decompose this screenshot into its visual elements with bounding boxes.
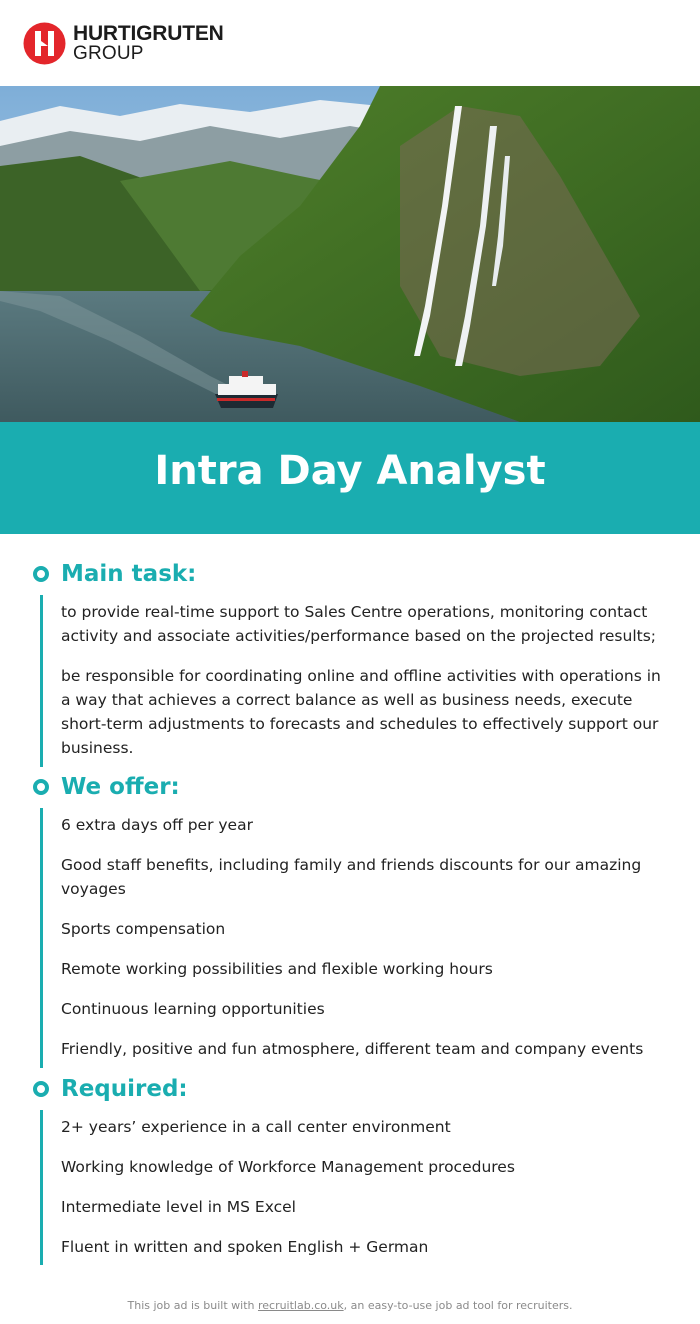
footer [0,1298,700,1314]
section-title: We offer: [61,774,180,800]
list-item: Sports compensation [61,920,226,938]
section-main-task [0,559,700,767]
fjord-waterfall-ship-photo [0,86,700,422]
list-item: Intermediate level in MS Excel [61,1198,296,1216]
section-title: Main task: [61,561,197,587]
recruitlab-link[interactable]: recruitlab.co.uk [257,1299,344,1312]
job-title: Intra Day Analyst [154,448,546,494]
section-required [0,1074,700,1265]
section-header [0,559,700,589]
section-header [0,1074,700,1104]
hero-photo [0,86,700,422]
section-body [40,808,700,1068]
hurtigruten-logo-icon [23,22,66,65]
hurtigruten-logo[interactable] [23,22,228,66]
footer-suffix: , an easy-to-use job ad tool for recruiters. [343,1299,573,1312]
list-item: Friendly, positive and fun atmosphere, different team and company events [61,1040,644,1058]
list-item: Fluent in written and spoken English + German [61,1238,429,1256]
list-item: to provide real-time support to Sales Centre operations, monitoring contact activity and associate activities/performance based on the projected results; [61,603,657,645]
logo-line-1: HURTIGRUTEN [73,22,224,45]
logo-wordmark [73,23,224,64]
section-header [0,772,700,802]
list-item: Working knowledge of Workforce Management procedures [61,1158,515,1176]
section-body [40,1110,700,1265]
section-bullet-icon [33,779,49,795]
logo-line-2: GROUP [73,43,144,64]
header [0,0,700,86]
section-body [40,595,700,767]
section-title: Required: [61,1076,188,1102]
list-item: 6 extra days off per year [61,816,253,834]
list-item: Remote working possibilities and flexible working hours [61,960,493,978]
list-item: 2+ years’ experience in a call center environment [61,1118,451,1136]
section-bullet-icon [33,566,49,582]
section-bullet-icon [33,1081,49,1097]
list-item: Continuous learning opportunities [61,1000,325,1018]
list-item: Good staff benefits, including family and friends discounts for our amazing voyages [61,856,642,898]
section-we-offer [0,772,700,1068]
list-item: be responsible for coordinating online and offline activities with operations in a way that achieves a correct balance as well as business needs, execute short-term adjustments to forecasts and schedules to effectively support our business. [61,667,661,757]
footer-prefix: This job ad is built with [127,1299,258,1312]
